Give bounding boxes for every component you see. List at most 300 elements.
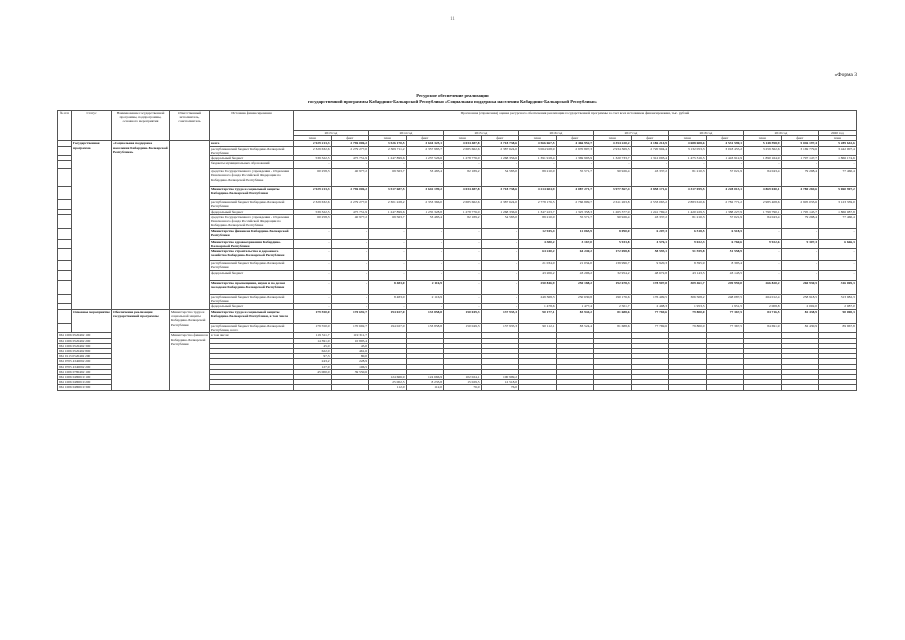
cell-value: 90 926,4 (594, 214, 632, 228)
cell-no (58, 146, 72, 155)
cell-value: 3 064 928,9 (519, 146, 557, 155)
cell-value: 69 563,7 (369, 169, 407, 187)
cell-value: 84 716,5 (744, 310, 782, 324)
cell-value: 250 630,8 (556, 294, 594, 303)
cell-no (58, 294, 72, 303)
cell-value: 316 069,3 (819, 280, 857, 294)
table-row (58, 310, 857, 324)
cell-value: 2 905 033,6 (781, 200, 819, 209)
cell-value: 2 353 366,0 (406, 200, 444, 209)
header-fact: факт (331, 136, 369, 141)
cell-value: 2 087,0 (819, 304, 857, 310)
cell-value: - (294, 261, 332, 270)
cell-value: 2 929 213,3 (294, 187, 332, 200)
cell-value: 124 666,9 (406, 375, 444, 380)
header-plan: план (669, 136, 707, 141)
cell-value: 10 895,4 (331, 338, 369, 343)
cell-value: 194 027,0 (369, 324, 407, 333)
cell-value: 4 380,2 (519, 239, 557, 248)
year-2013: 2013 год (294, 131, 369, 136)
cell-value: 2 498,3 (631, 304, 669, 310)
cell-value: 89 967,8 (819, 324, 857, 333)
cell-value (594, 385, 632, 390)
cell-value: 4 317 059,5 (669, 187, 707, 200)
cell-value: 3 718 738,6 (481, 141, 519, 146)
cell-value: - (369, 161, 407, 169)
cell-value: 60 258,3 (294, 169, 332, 187)
cell-no (58, 161, 72, 169)
cell-value: 1 866 174,6 (819, 156, 857, 161)
year-2018: 2018 год (669, 131, 744, 136)
cell-value: 8 483,0 (369, 280, 407, 294)
cell-value: 3 442 007,4 (819, 146, 857, 155)
cell-value: 2 279 277,0 (331, 146, 369, 155)
cell-funding-source: федеральный бюджет (210, 209, 294, 214)
cell-value: 102 024,1 (444, 375, 482, 380)
cell-value: - (369, 304, 407, 310)
cell-value: 150 049,3 (444, 310, 482, 324)
cell-value: 80,0 (331, 354, 369, 359)
cell-value: 69 563,7 (369, 214, 407, 228)
cell-value: - (744, 228, 782, 239)
cell-value: 8 483,0 (369, 294, 407, 303)
cell-value: 3 718 738,6 (481, 187, 519, 200)
cell-value: 2 116,9 (406, 280, 444, 294)
cell-value: 2 002,0 (781, 304, 819, 310)
cell-value: 2 766 809,7 (556, 200, 594, 209)
cell-value: 1 320 733,7 (594, 156, 632, 161)
cell-value: - (444, 261, 482, 270)
cell-value: 248 087,5 (706, 294, 744, 303)
cell-value: 84 691,9 (744, 324, 782, 333)
cell-value: - (744, 249, 782, 261)
cell-value: 77 769,6 (631, 324, 669, 333)
cell-value: - (819, 270, 857, 280)
cell-no (58, 310, 72, 324)
cell-value: 3 132 053,3 (669, 146, 707, 155)
cell-value: 14 391,0 (294, 338, 332, 343)
cell-funding-source: республиканский бюджет Кабардино-Балкарской Республики (210, 146, 294, 155)
cell-value: 12 945,4 (519, 228, 557, 239)
cell-value: - (331, 228, 369, 239)
cell-value: 81 688,6 (594, 324, 632, 333)
cell-value: 53 483,4 (406, 214, 444, 228)
cell-value: 266 820,2 (744, 280, 782, 294)
cell-value: 1 866 087,8 (819, 209, 857, 214)
cell-value (519, 385, 557, 390)
cell-value: 1 951,5 (706, 304, 744, 310)
header-no: № п/п (58, 111, 72, 141)
cell-value: 264 012,4 (744, 294, 782, 303)
cell-value: - (331, 270, 369, 280)
header-fact: факт (556, 136, 594, 141)
cell-value: 60 258,3 (294, 214, 332, 228)
cell-budget-code: 961 1006 0520492 800 (58, 349, 112, 354)
cell-value: 1 953,5 (669, 304, 707, 310)
cell-value: 64 240,2 (519, 249, 557, 261)
cell-value: - (331, 161, 369, 169)
cell-value: 77 769,6 (631, 310, 669, 324)
cell-value: 43 143,5 (669, 270, 707, 280)
cell-value: 137 935,3 (481, 324, 519, 333)
cell-value: 2 883 610,6 (669, 200, 707, 209)
cell-no (58, 270, 72, 280)
cell-value: 250 188,2 (556, 280, 594, 294)
cell-value: 89 210,0 (519, 169, 557, 187)
cell-value: 40 977,2 (331, 214, 369, 228)
cell-value: - (294, 249, 332, 261)
cell-value: - (519, 161, 557, 169)
cell-status: Государственная программа (72, 141, 112, 310)
cell-value: 3 123 339,0 (819, 200, 857, 209)
cell-value: - (669, 161, 707, 169)
cell-value: 45 000,0 (294, 369, 332, 374)
cell-value: 5 046 197,4 (781, 141, 819, 146)
cell-value: 2 279 277,0 (331, 200, 369, 209)
cell-value: 250 846,9 (519, 280, 557, 294)
cell-value: 2 116,9 (406, 294, 444, 303)
cell-value: 112,0 (369, 385, 407, 390)
cell-value: 2 720 904,4 (631, 146, 669, 155)
cell-value: - (369, 261, 407, 270)
cell-value: 6 207,3 (631, 228, 669, 239)
cell-value: 4 576,1 (631, 239, 669, 248)
cell-value: 39 550,6 (331, 369, 369, 374)
cell-value: - (294, 270, 332, 280)
cell-value: 9 922,6 (744, 239, 782, 248)
cell-value (631, 385, 669, 390)
cell-budget-code: 961 1006 0520492 200 (58, 338, 112, 343)
cell-value: - (819, 261, 857, 270)
cell-value: 57 021,9 (706, 169, 744, 187)
cell-value: 82 189,2 (444, 169, 482, 187)
cell-value: 1 278 776,0 (444, 209, 482, 214)
cell-value: 1 241 769,2 (631, 209, 669, 214)
cell-value: 3 526 170,5 (369, 141, 407, 146)
cell-value: 4 688 608,6 (669, 141, 707, 146)
cell-value: 139 996,7 (594, 261, 632, 270)
cell-value: 3 167,0 (556, 239, 594, 248)
cell-value: - (481, 280, 519, 294)
cell-budget-code: 961 1006 0480019 200 (58, 380, 112, 385)
cell-value: 5 060 907,2 (819, 187, 857, 200)
cell-value: 133 858,8 (406, 324, 444, 333)
cell-value: 2 985 408,6 (744, 200, 782, 209)
cell-value: 2 970 807,3 (556, 146, 594, 155)
cell-value: 124 666,9 (369, 375, 407, 380)
cell-value: 82 430,9 (781, 324, 819, 333)
header-executor: Ответственный исполнитель, соисполнитель (170, 111, 210, 141)
cell-funding-source: республиканский бюджет Кабардино-Балкарской Республики, всего (210, 324, 294, 333)
cell-value: 4 354 220,2 (594, 141, 632, 146)
cell-value (556, 385, 594, 390)
cell-value: - (744, 261, 782, 270)
header-plan: план (444, 136, 482, 141)
cell-value: 133 858,8 (406, 310, 444, 324)
cell-program-name: Обеспечение реализации государственной программы (112, 310, 170, 391)
cell-status: Основное мероприятие (72, 310, 112, 333)
cell-funding-source: Министерство труда и социальной защиты Кабардино-Балкарской Республики, в том числе (210, 310, 294, 324)
cell-value: 1 247 899,6 (369, 156, 407, 161)
cell-value: 2 778 176,5 (519, 200, 557, 209)
cell-value: 2 008,8 (744, 304, 782, 310)
cell-value: - (481, 228, 519, 239)
cell-value: - (706, 161, 744, 169)
cell-value: 3 018 455,2 (706, 146, 744, 155)
cell-value: 53 483,4 (406, 169, 444, 187)
cell-value: 76,0 (481, 385, 519, 390)
cell-funding-source: Министерство здравоохранения Кабардино-Балкарской Республики (210, 239, 294, 248)
cell-value: 77 460,4 (819, 214, 857, 228)
cell-value: - (744, 161, 782, 169)
cell-value: 8 090,0 (594, 228, 632, 239)
cell-value: 106,5 (331, 364, 369, 369)
cell-value: - (369, 270, 407, 280)
cell-funding-source (210, 385, 294, 390)
cell-value: 4 780 269,6 (781, 187, 819, 200)
year-2019: 2019 год (744, 131, 819, 136)
cell-value: 119 311,7 (331, 333, 369, 338)
cell-no (58, 249, 72, 261)
title-line-1: Ресурсное обеспечение реализации (416, 93, 489, 98)
header-fact: факт (781, 136, 819, 141)
header-plan: план (294, 136, 332, 141)
year-2020: 2020 год (819, 131, 857, 136)
cell-value: 64 240,2 (556, 249, 594, 261)
cell-value: - (819, 161, 857, 169)
cell-funding-source: Министерство труда и социальной защиты Кабардино-Балкарской Республики (210, 187, 294, 200)
cell-value: - (369, 249, 407, 261)
cell-value: 8 395,4 (706, 261, 744, 270)
cell-value: - (369, 239, 407, 248)
header-plan: план (594, 136, 632, 141)
cell-value: 539 322,5 (294, 156, 332, 161)
cell-value (781, 385, 819, 390)
cell-value: - (294, 161, 332, 169)
header-plan: план (819, 136, 857, 141)
cell-funding-source: Министерство строительства и дорожного хозяйства Кабардино-Балкарской Республики (210, 249, 294, 261)
cell-value: 249 959,0 (706, 280, 744, 294)
cell-value: 45,0 (331, 343, 369, 348)
cell-value: 194 027,0 (369, 310, 407, 324)
cell-budget-code: 961 1006 0520492 300 (58, 343, 112, 348)
cell-value: - (331, 304, 369, 310)
cell-value: 3 642 199,2 (406, 187, 444, 200)
cell-no (58, 324, 72, 333)
cell-funding-source: средства Государственного учреждения - Отделения Пенсионного фонда Российской Федерации по Кабардино-Балкарской Республике (210, 214, 294, 228)
cell-value: 2 329 632,6 (294, 200, 332, 209)
cell-value: 81 210,3 (669, 214, 707, 228)
year-2014: 2014 год (369, 131, 444, 136)
cell-value: 79 298,4 (781, 214, 819, 228)
table-body (58, 141, 857, 390)
resource-table (57, 110, 857, 391)
cell-value: 84 043,4 (744, 169, 782, 187)
header-expenses: Прогнозная (справочная) оценка ресурсного обеспечения реализации государственной программы за счет всех источников финансирования, тыс. рублей (294, 111, 857, 131)
cell-value: - (369, 228, 407, 239)
header-plan: план (744, 136, 782, 141)
cell-value: 21 034,0 (519, 261, 557, 270)
cell-value: 58 593,1 (631, 249, 669, 261)
cell-value: 313 982,3 (819, 294, 857, 303)
cell-value: 150 049,3 (444, 324, 482, 333)
cell-value: 2 329 632,6 (294, 146, 332, 155)
cell-value: - (594, 161, 632, 169)
cell-no (58, 214, 72, 228)
page-number: 11 (450, 17, 455, 22)
cell-no (58, 228, 72, 239)
cell-value: 76,0 (444, 385, 482, 390)
cell-value: 79 800,0 (669, 324, 707, 333)
cell-value: 176 409,5 (631, 294, 669, 303)
cell-value (744, 385, 782, 390)
cell-value: - (331, 280, 369, 294)
cell-budget-code: 961 1006 0480019 100 (58, 375, 112, 380)
cell-value: 5 148 598,9 (744, 141, 782, 146)
cell-budget-code: 961 0705 4340092 200 (58, 359, 112, 364)
header-fact: факт (406, 136, 444, 141)
cell-funding-source: федеральный бюджет (210, 270, 294, 280)
cell-value: - (294, 239, 332, 248)
cell-value: - (331, 294, 369, 303)
cell-no (58, 187, 72, 200)
cell-value: 137 935,3 (481, 310, 519, 324)
cell-no (58, 280, 72, 294)
cell-value: 4 034 487,8 (444, 141, 482, 146)
cell-value: 3 517 687,5 (369, 187, 407, 200)
cell-value: - (444, 228, 482, 239)
cell-value: - (294, 294, 332, 303)
cell-budget-code: 961 0113 0520492 200 (58, 354, 112, 359)
cell-value: 170 692,7 (331, 324, 369, 333)
cell-funding-source: Министерство финансов Кабардино-Балкарской Республики (210, 228, 294, 239)
cell-funding-source: федеральный бюджет (210, 304, 294, 310)
cell-funding-source: бюджеты муниципальных образований (210, 161, 294, 169)
cell-value: - (406, 239, 444, 248)
cell-value: 8 395,9 (669, 261, 707, 270)
cell-value: 4 869 040,1 (744, 187, 782, 200)
cell-value: 1 268 336,6 (481, 209, 519, 214)
cell-value: - (406, 304, 444, 310)
cell-value: 81 210,3 (669, 169, 707, 187)
cell-value: 306 508,2 (669, 294, 707, 303)
cell-value: 89 210,0 (519, 214, 557, 228)
cell-value: 79 298,4 (781, 169, 819, 187)
cell-funding-source: всего (210, 141, 294, 146)
cell-funding-source: средства Государственного учреждения - Отделения Пенсионного фонда Российской Федерации по Кабардино-Балкарской Республике (210, 169, 294, 187)
cell-value: 2 611 263,8 (594, 200, 632, 209)
cell-value: - (331, 249, 369, 261)
cell-value: 172 698,8 (594, 249, 632, 261)
cell-value: 2 309 711,2 (369, 146, 407, 155)
cell-value: - (481, 239, 519, 248)
cell-value: 90 000,3 (819, 310, 857, 324)
cell-value: 82 189,2 (444, 214, 482, 228)
cell-value: - (481, 161, 519, 169)
cell-value: - (294, 228, 332, 239)
year-2015: 2015 год (444, 131, 519, 136)
cell-value: 1 265 377,9 (594, 209, 632, 214)
cell-funding-source: республиканский бюджет Кабардино-Балкарской Республики (210, 261, 294, 270)
cell-value: 2 685 662,6 (444, 200, 482, 209)
cell-value: 90 926,4 (594, 169, 632, 187)
cell-value: 1 237 526,6 (406, 156, 444, 161)
cell-value: 3 169 779,6 (781, 146, 819, 155)
cell-value (819, 385, 857, 390)
cell-value: 178 907,8 (631, 280, 669, 294)
cell-value: 90 112,1 (519, 324, 557, 333)
cell-value: 9 307,3 (781, 239, 819, 248)
cell-value: 1 278 776,0 (444, 156, 482, 161)
cell-value: 190 176,6 (594, 294, 632, 303)
cell-value: 1 391 918,4 (519, 156, 557, 161)
cell-value: 2 796 006,2 (331, 141, 369, 146)
cell-value: 2 501,7 (594, 304, 632, 310)
cell-value: 2 533 065,2 (631, 200, 669, 209)
cell-value: 40 977,2 (331, 169, 369, 187)
cell-value: 9 920,3 (631, 261, 669, 270)
cell-value: - (631, 161, 669, 169)
cell-value: 4 186 214,9 (631, 141, 669, 146)
header-plan: план (519, 136, 557, 141)
cell-value: 127,0 (294, 364, 332, 369)
cell-value: - (481, 261, 519, 270)
cell-value: - (444, 161, 482, 169)
cell-value (706, 385, 744, 390)
cell-value: 1 797 147,7 (781, 156, 819, 161)
cell-value: - (819, 249, 857, 261)
cell-value: 2 929 213,3 (294, 141, 332, 146)
cell-value: - (406, 161, 444, 169)
cell-value: 54 583,0 (481, 214, 519, 228)
cell-value: 4 228 013,1 (706, 187, 744, 200)
cell-value: 1 795 145,7 (781, 209, 819, 214)
form-label: «Форма 3 (834, 72, 857, 78)
cell-value: 77 367,5 (706, 324, 744, 333)
header-name: Наименование государственной программы, подпрограммы, основного мероприятия (112, 111, 170, 141)
cell-value: 258 918,5 (781, 294, 819, 303)
cell-budget-code: 961 1006 0780492 100 (58, 369, 112, 374)
cell-value: - (781, 261, 819, 270)
year-2016: 2016 год (519, 131, 594, 136)
cell-value: - (556, 161, 594, 169)
cell-value: 6 666,3 (819, 239, 857, 248)
cell-executor (170, 141, 210, 310)
cell-value: 83 524,4 (556, 324, 594, 333)
cell-value: 2 782 771,2 (706, 200, 744, 209)
cell-value: - (481, 249, 519, 261)
cell-no (58, 200, 72, 209)
cell-value: 21 034,0 (556, 261, 594, 270)
cell-value: 4 214 604,9 (519, 187, 557, 200)
cell-value: 228,9 (331, 359, 369, 364)
cell-value: 2 357 983,7 (406, 146, 444, 155)
cell-value: - (781, 228, 819, 239)
cell-value: 15 029,5 (444, 380, 482, 385)
cell-value: 119 311,7 (294, 333, 332, 338)
cell-funding-source: федеральный бюджет (210, 156, 294, 161)
header-fact: факт (706, 136, 744, 141)
cell-value: 8 233,8 (406, 380, 444, 385)
header-fact: факт (481, 136, 519, 141)
cell-value: 112,0 (406, 385, 444, 390)
cell-value: - (481, 294, 519, 303)
cell-value: 179 550,0 (294, 324, 332, 333)
cell-value: 1 799 790,1 (744, 209, 782, 214)
cell-value: 539 322,5 (294, 209, 332, 214)
cell-value: 6 518,5 (706, 228, 744, 239)
cell-value: 1 235 328,8 (406, 209, 444, 214)
